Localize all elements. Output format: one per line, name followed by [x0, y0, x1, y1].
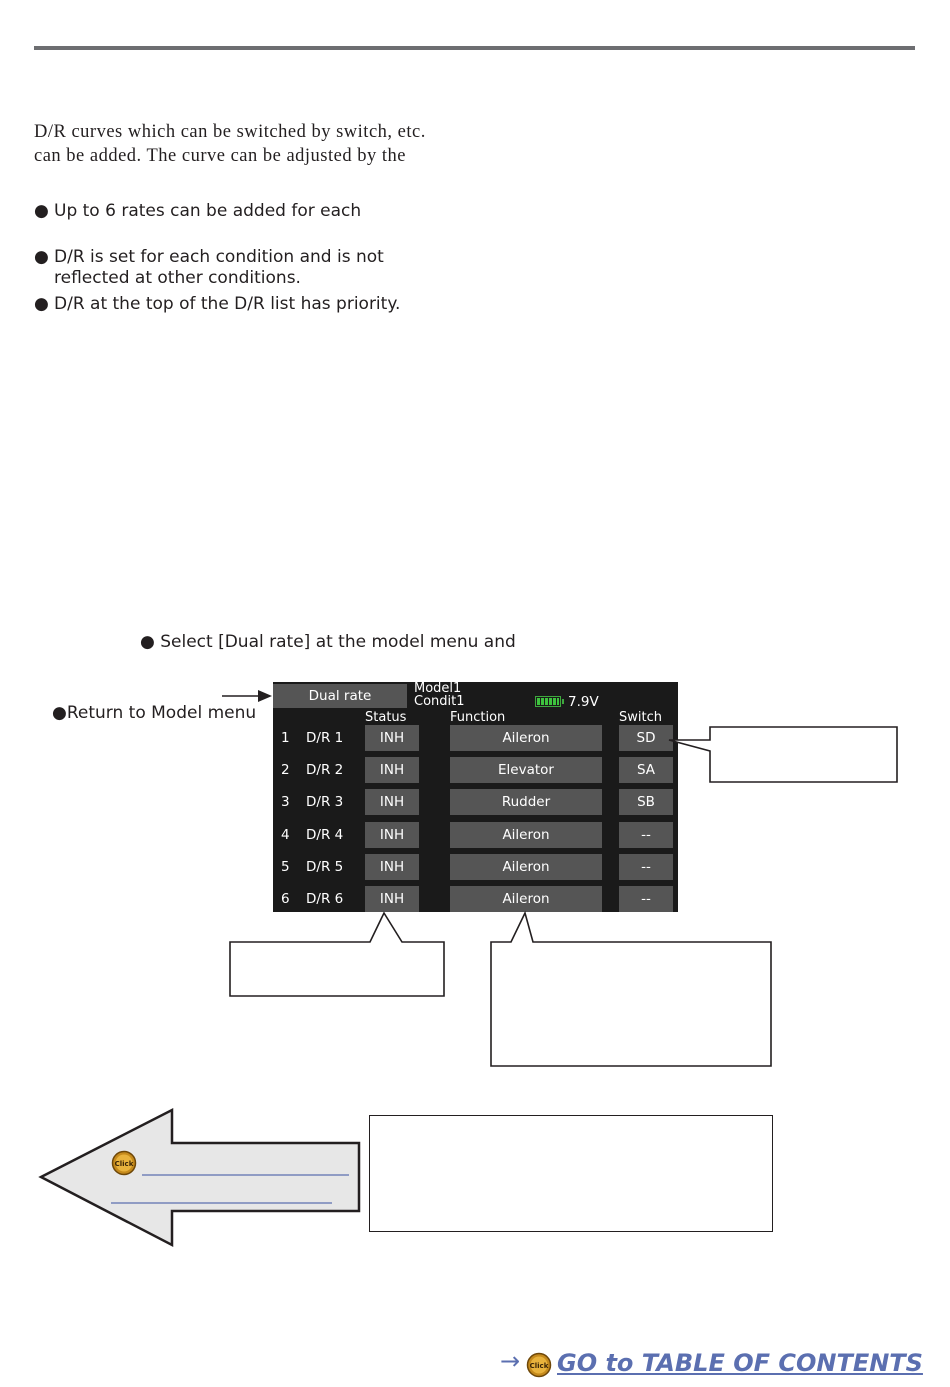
dr-row [273, 757, 678, 783]
status-button[interactable]: INH [365, 789, 419, 815]
dr-row [273, 886, 678, 912]
bullet-2-text: D/R is set for each condition and is not [54, 247, 384, 267]
intro-line-2: can be added. The curve can be adjusted by the [34, 146, 406, 166]
function-callout [489, 910, 775, 1070]
model-name: Model1 [414, 681, 462, 696]
bullet-mark: ● [34, 294, 49, 314]
row-number: 2 [281, 762, 290, 778]
switch-header: Switch [619, 710, 662, 725]
row-name: D/R 5 [306, 859, 344, 875]
back-arrow-icon[interactable] [38, 1107, 364, 1249]
bullet-2 [34, 247, 384, 267]
toc-click-badge-icon [526, 1352, 552, 1378]
switch-button[interactable]: -- [619, 822, 673, 848]
row-name: D/R 1 [306, 730, 344, 746]
row-name: D/R 4 [306, 827, 344, 843]
bullet-mark: ● [34, 247, 49, 267]
note-box [369, 1115, 773, 1232]
status-button[interactable]: INH [365, 822, 419, 848]
row-name: D/R 2 [306, 762, 344, 778]
row-number: 4 [281, 827, 290, 843]
row-number: 1 [281, 730, 290, 746]
click-badge-icon[interactable] [111, 1150, 137, 1176]
function-button[interactable]: Aileron [450, 822, 602, 848]
status-button[interactable]: INH [365, 854, 419, 880]
row-number: 6 [281, 891, 290, 907]
function-button[interactable]: Aileron [450, 886, 602, 912]
status-button[interactable]: INH [365, 886, 419, 912]
row-number: 3 [281, 794, 290, 810]
intro-line-1: D/R curves which can be switched by switch, etc. [34, 122, 426, 142]
bullet-1-text: Up to 6 rates can be added for each [54, 201, 362, 221]
function-header: Function [450, 710, 506, 725]
bullet-3 [34, 294, 400, 314]
bullet-1 [34, 201, 361, 221]
switch-button[interactable]: -- [619, 854, 673, 880]
status-header: Status [365, 710, 407, 725]
top-rule [34, 46, 915, 50]
dual-rate-tab[interactable]: Dual rate [273, 684, 407, 708]
function-button[interactable]: Aileron [450, 854, 602, 880]
toc-click-badge-text: Click [529, 1362, 549, 1370]
return-pointer-arrow-icon [222, 688, 274, 704]
toc-link-label[interactable]: GO to TABLE OF CONTENTS [557, 1349, 923, 1377]
status-button[interactable]: INH [365, 757, 419, 783]
row-name: D/R 3 [306, 794, 344, 810]
function-button[interactable]: Aileron [450, 725, 602, 751]
dr-row [273, 854, 678, 880]
dr-row [273, 789, 678, 815]
toc-arrow-icon: → [500, 1347, 521, 1375]
row-number: 5 [281, 859, 290, 875]
instruction-text: ● Select [Dual rate] at the model menu and [140, 632, 516, 652]
status-button[interactable]: INH [365, 725, 419, 751]
function-button[interactable]: Rudder [450, 789, 602, 815]
dr-row [273, 725, 678, 751]
toc-link[interactable] [500, 1347, 923, 1381]
function-button[interactable]: Elevator [450, 757, 602, 783]
condition-name: Condit1 [414, 694, 465, 709]
status-callout [228, 910, 448, 1000]
switch-button[interactable]: -- [619, 886, 673, 912]
switch-button[interactable]: SA [619, 757, 673, 783]
battery-icon [535, 696, 561, 707]
dr-row [273, 822, 678, 848]
transmitter-screen [273, 682, 678, 912]
switch-button[interactable]: SB [619, 789, 673, 815]
switch-button[interactable]: SD [619, 725, 673, 751]
bullet-2-continued: reflected at other conditions. [54, 268, 301, 288]
click-badge-text: Click [114, 1160, 134, 1168]
return-to-model-menu-label: ●Return to Model menu [52, 703, 257, 723]
bullet-3-text: D/R at the top of the D/R list has priority. [54, 294, 401, 314]
row-name: D/R 6 [306, 891, 344, 907]
battery-voltage: 7.9V [568, 694, 599, 710]
bullet-mark: ● [34, 201, 49, 221]
switch-callout [660, 724, 902, 786]
